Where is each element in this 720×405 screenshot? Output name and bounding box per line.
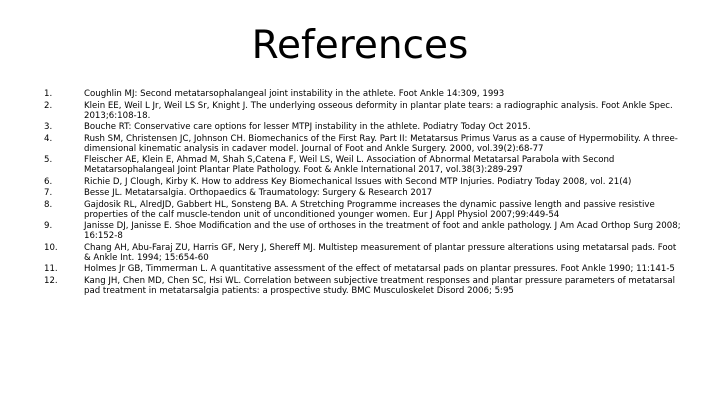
- reference-item: [44, 102, 684, 122]
- reference-number: 1.: [44, 89, 53, 99]
- reference-text: Holmes Jr GB, Timmerman L. A quantitative assessment of the effect of metatarsal pads on plantar pressures. Foot Ankle 1990; 11:141-5: [84, 264, 675, 275]
- reference-number: 2.: [44, 100, 53, 111]
- reference-item: [44, 135, 684, 155]
- reference-item: [44, 90, 684, 100]
- reference-list: [44, 90, 684, 298]
- reference-item: [44, 178, 684, 188]
- reference-number: 5.: [44, 155, 53, 166]
- reference-item: [44, 189, 684, 199]
- reference-text: Besse JL. Metatarsalgia. Orthopaedics & Traumatology: Surgery & Research 2017: [84, 188, 433, 199]
- reference-text: Janisse DJ, Janisse E. Shoe Modification and the use of orthoses in the treatment of foot and ankle pathology. J Am Acad Orthop Surg 2008; 16:152-8: [84, 221, 681, 242]
- reference-text: Chang AH, Abu-Faraj ZU, Harris GF, Nery J, Shereff MJ. Multistep measurement of plantar pressure alterations using metatarsal pads. Foot & Ankle Int. 1994; 15:654-60: [84, 242, 677, 263]
- reference-number: 7.: [44, 188, 53, 199]
- slide-title: References: [251, 23, 469, 68]
- reference-item: [44, 123, 684, 133]
- reference-text: Rush SM, Christensen JC, Johnson CH. Biomechanics of the First Ray. Part II: Metatarsus Primus Varus as a cause of Hypermobility. A three-dimensional kinematic analysis in cadaver model. Journal of Foot and Ankle Surgery. 2000, vol.39(2):68-77: [84, 133, 678, 154]
- reference-item: [44, 265, 684, 275]
- reference-number: 12.: [44, 275, 58, 286]
- reference-text: Coughlin MJ: Second metatarsophalangeal joint instability in the athlete. Foot Ankle 14:309, 1993: [84, 89, 505, 99]
- reference-text: Klein EE, Weil L Jr, Weil LS Sr, Knight J. The underlying osseous deformity in plantar plate tears: a radiographic analysis. Foot Ankle Spec. 2013;6:108-18.: [84, 100, 673, 121]
- reference-number: 9.: [44, 221, 53, 232]
- reference-number: 4.: [44, 133, 53, 144]
- reference-item: [44, 244, 684, 264]
- reference-text: Fleischer AE, Klein E, Ahmad M, Shah S,Catena F, Weil LS, Weil L. Association of Abnormal Metatarsal Parabola with Second Metatarsophalangeal Joint Plantar Plate Pathology. Foot & Ankle International 2017, vol.38(3):289-297: [84, 155, 615, 176]
- reference-item: [44, 156, 684, 176]
- reference-item: [44, 277, 684, 297]
- reference-text: Bouche RT: Conservative care options for lesser MTPJ instability in the athlete. Podiatry Today Oct 2015.: [84, 122, 531, 133]
- reference-text: Richie D, J Clough, Kirby K. How to address Key Biomechanical Issues with Second MTP Injuries. Podiatry Today 2008, vol. 21(4): [84, 176, 632, 187]
- reference-number: 8.: [44, 199, 53, 210]
- reference-item: [44, 222, 684, 242]
- reference-number: 11.: [44, 264, 58, 275]
- reference-number: 3.: [44, 122, 53, 133]
- reference-text: Gajdosik RL, AlredJD, Gabbert HL, Sonsteng BA. A Stretching Programme increases the dynamic passive length and passive resistive properties of the calf muscle-tendon unit of unconditioned younger women. Eur J Appl Physiol 2007;99:449-54: [84, 199, 655, 220]
- reference-item: [44, 201, 684, 221]
- reference-number: 10.: [44, 242, 58, 253]
- reference-number: 6.: [44, 176, 53, 187]
- reference-text: Kang JH, Chen MD, Chen SC, Hsi WL. Correlation between subjective treatment responses and plantar pressure parameters of metatarsal pad treatment in metatarsalgia patients: a prospective study. BMC Musculoskelet Disord 2006; 5:95: [84, 275, 676, 296]
